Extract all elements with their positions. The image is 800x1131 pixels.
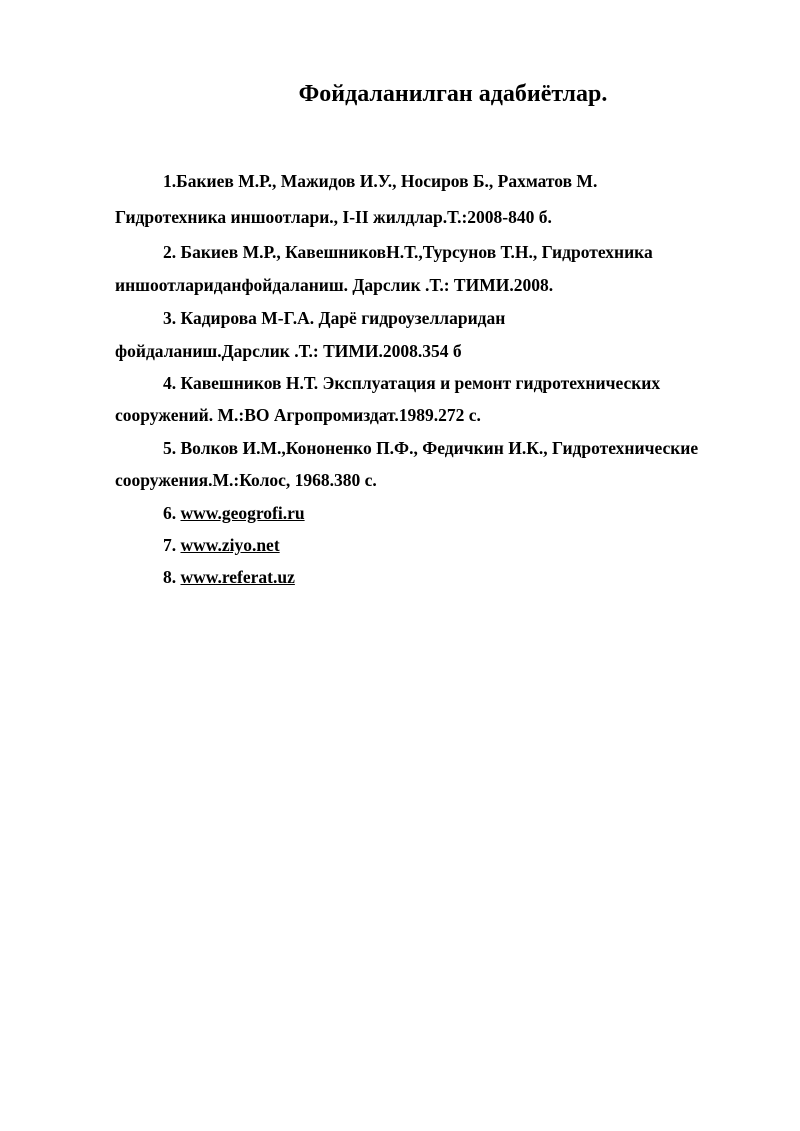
reference-8-link[interactable]: www.referat.uz [180,567,295,587]
reference-5-line-1: 5. Волков И.М.,Кононенко П.Ф., Федичкин И.К., Гидротехнические [163,438,699,458]
reference-4-line-1: 4. Кавешников Н.Т. Эксплуатация и ремонт гидротехнических [163,373,661,393]
reference-8-number: 8. [163,567,177,587]
reference-6-number: 6. [163,503,177,523]
reference-1-line-2: Гидротехника иншоотлари., I-II жилдлар.Т.:2008-840 б. [115,207,552,227]
reference-1-line-1: 1.Бакиев М.Р., Мажидов И.У., Носиров Б., Рахматов М. [163,171,598,191]
reference-3-line-1: 3. Кадирова М-Г.А. Дарё гидроузелларидан [163,308,506,328]
reference-4-line-2: сооружений. М.:ВО Агропромиздат.1989.272 с. [115,405,481,425]
reference-7-link[interactable]: www.ziyo.net [180,535,280,555]
reference-8 [163,565,295,589]
reference-7 [163,533,280,557]
page-title: Фойдаланилган адабиётлар. [298,81,608,107]
reference-2-line-1: 2. Бакиев М.Р., КавешниковН.Т.,Турсунов Т.Н., Гидротехника [163,242,653,262]
reference-7-number: 7. [163,535,177,555]
reference-3-line-2: фойдаланиш.Дарслик .Т.: ТИМИ.2008.354 б [115,341,462,361]
reference-5-line-2: сооружения.М.:Колос, 1968.380 с. [115,470,377,490]
reference-2-line-2: иншоотлариданфойдаланиш. Дарслик .Т.: ТИМИ.2008. [115,275,554,295]
reference-6-link[interactable]: www.geogrofi.ru [180,503,305,523]
reference-6 [163,501,305,525]
